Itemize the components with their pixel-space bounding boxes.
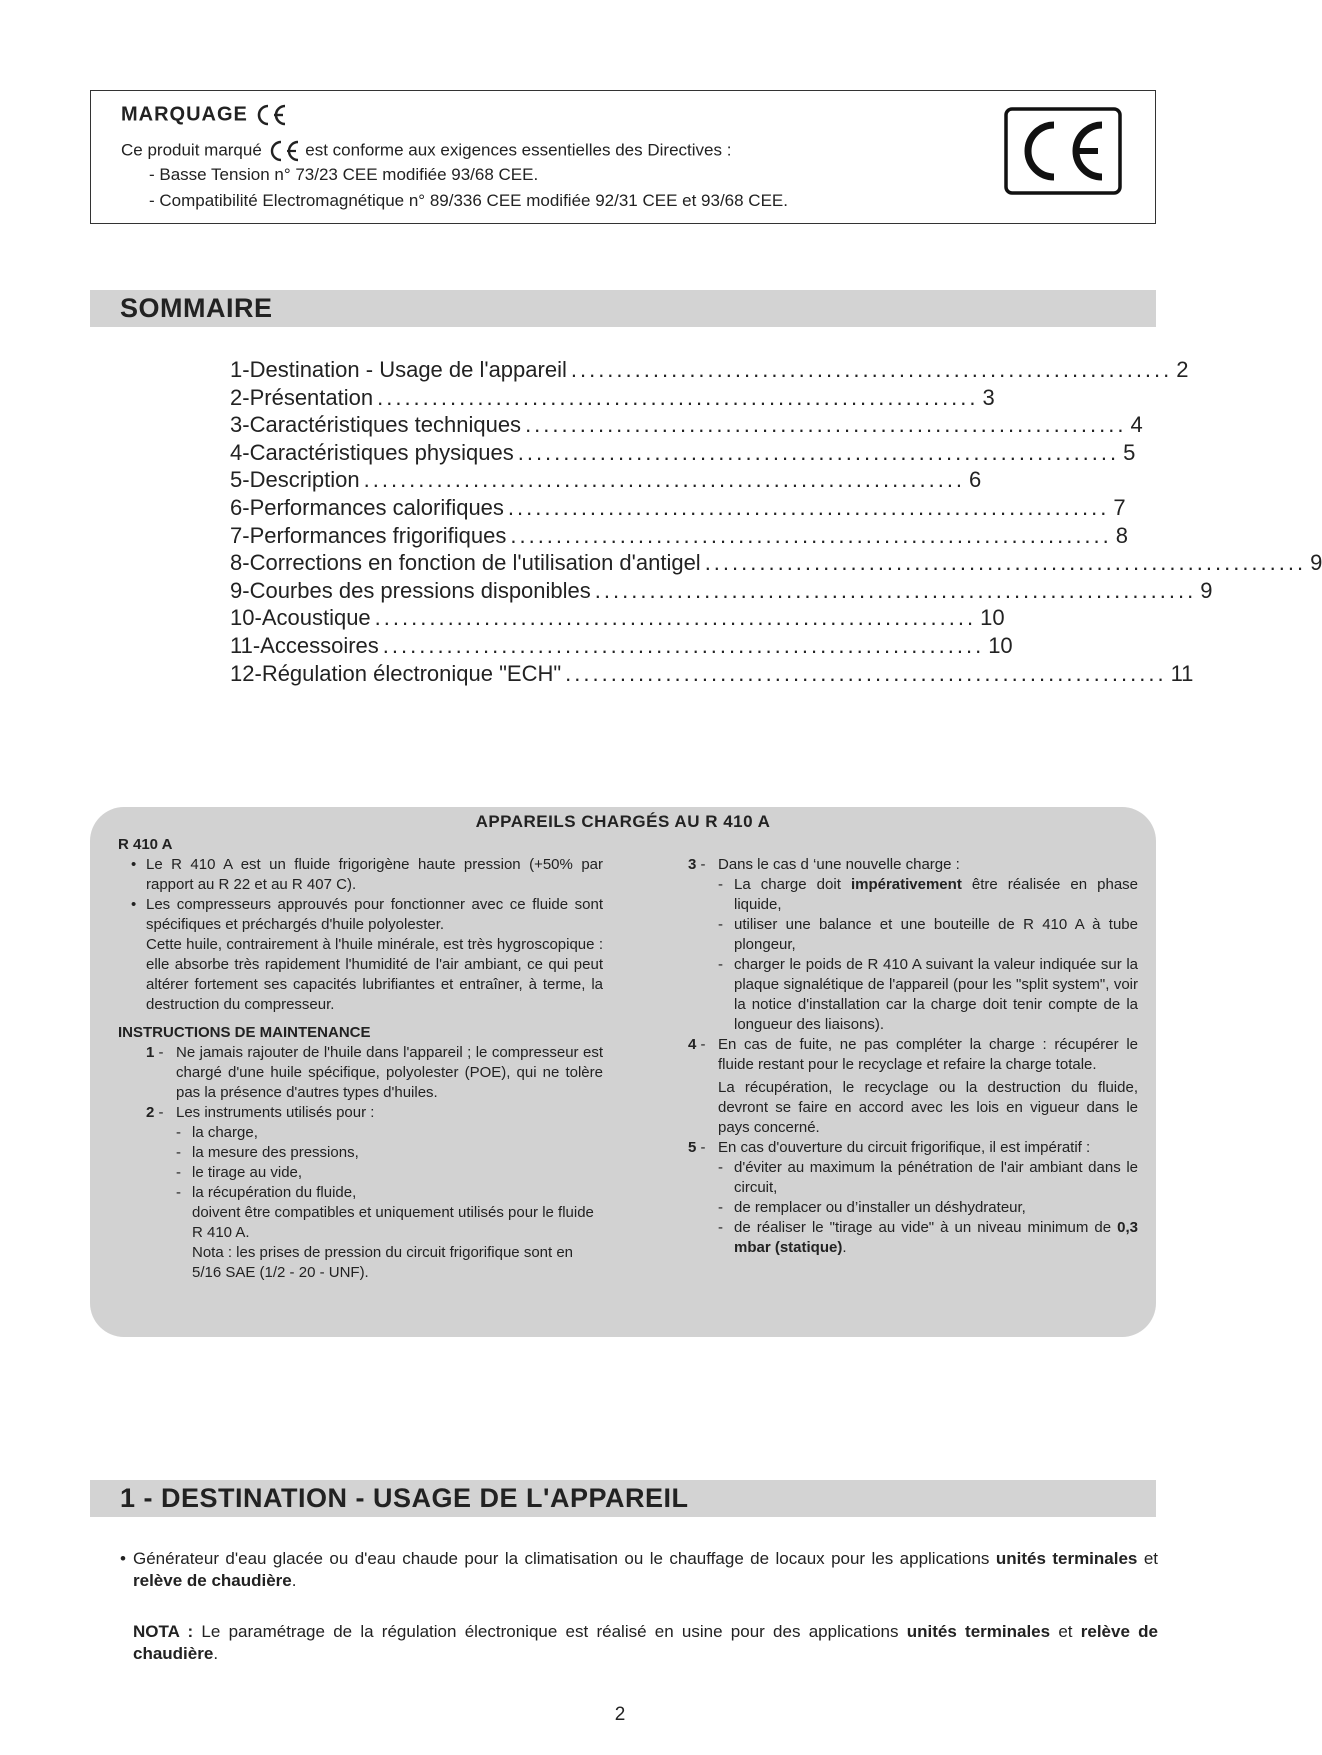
r410a-bullet: • Les compresseurs approuvés pour fonctionner avec ce fluide sont spécifiques et préchargés d'huile polyolester. xyxy=(118,895,603,935)
charge-instruction: - La charge doit impérativement être réalisée en phase liquide, xyxy=(718,876,1139,913)
ce-mark-icon xyxy=(254,103,288,127)
toc-item[interactable]: 3 - Caractéristiques techniques .................................................................. 4 xyxy=(230,412,1143,438)
ce-mark-icon xyxy=(267,139,301,163)
toc-item[interactable]: 4 - Caractéristiques physiques .................................................................. 5 xyxy=(230,439,1136,465)
toc-item[interactable]: 2 - Présentation .................................................................. 3 xyxy=(230,384,995,410)
directive-low-voltage: - Basse Tension n° 73/23 CEE modifiée 93/68 CEE. xyxy=(149,165,539,184)
instrument-item: - la charge, xyxy=(176,1124,258,1141)
instrument-item: - le tirage au vide, xyxy=(176,1164,303,1181)
r410a-bullet-continuation: Cette huile, contrairement à l'huile minérale, est très hygroscopique : elle absorbe très rapidement l'humidité de l'air ambiant, ce qui peut altérer fortement ses capacités lubrifiantes et entraîner, à terme, la destruction du compresseur. xyxy=(146,936,603,1013)
panel-right-column xyxy=(688,855,1138,1258)
toc-item[interactable]: 6 - Performances calorifiques .................................................................. 7 xyxy=(230,494,1126,520)
charge-instruction: - utiliser une balance et une bouteille de R 410 A à tube plongeur, xyxy=(718,916,1138,953)
toc-item[interactable]: 8 - Corrections en fonction de l'utilisation d'antigel .................................................................. 9 xyxy=(230,550,1322,576)
toc-item[interactable]: 9 - Courbes des pressions disponibles .................................................................. 9 xyxy=(230,577,1213,603)
recovery-note: La récupération, le recyclage ou la destruction du fluide, devront se faire en accord avec les lois en vigueur dans le pays concerné. xyxy=(718,1079,1138,1136)
r410a-heading: R 410 A xyxy=(118,836,173,853)
maintenance-heading: INSTRUCTIONS DE MAINTENANCE xyxy=(118,1024,371,1041)
sommaire-title: SOMMAIRE xyxy=(120,293,273,323)
page-number: 2 xyxy=(614,1704,626,1725)
charge-instruction: - charger le poids de R 410 A suivant la valeur indiquée sur la plaque signalétique de l'appareil (pour les "split system", voir la notice d'installation car la charge doit tenir compte de la longueur des liaisons). xyxy=(718,956,1138,1033)
toc-item[interactable]: 10 - Acoustique .................................................................. 10 xyxy=(230,605,1005,631)
marquage-intro: Ce produit marqué est conforme aux exigences essentielles des Directives : xyxy=(121,139,731,163)
toc-item[interactable]: 1 - Destination - Usage de l'appareil .................................................................. 2 xyxy=(230,357,1189,382)
section1-body xyxy=(120,1548,1158,1665)
maintenance-item: 5 - En cas d'ouverture du circuit frigorifique, il est impératif : xyxy=(688,1139,1091,1156)
r410a-info-panel xyxy=(90,807,1156,1337)
maintenance-item: 4 - En cas de fuite, ne pas compléter la charge : récupérer le fluide restant pour le recyclage et refaire la charge totale. xyxy=(688,1036,1138,1073)
nota-paragraph: NOTA : Le paramétrage de la régulation électronique est réalisé en usine pour des applications unités terminales et relève de chaudière. xyxy=(133,1622,1158,1663)
ce-marking-box xyxy=(90,90,1156,224)
circuit-instruction: - de réaliser le "tirage au vide" à un niveau minimum de 0,3 mbar (statique). xyxy=(718,1219,1138,1256)
toc-item[interactable]: 12 - Régulation électronique "ECH" .................................................................. 11 xyxy=(230,660,1194,686)
instrument-item: - la mesure des pressions, xyxy=(176,1144,359,1161)
section1-title: 1 - DESTINATION - USAGE DE L'APPAREIL xyxy=(120,1483,689,1513)
marquage-title: MARQUAGE xyxy=(121,103,288,127)
panel-left-column xyxy=(118,835,603,1283)
maintenance-item: 1 - Ne jamais rajouter de l'huile dans l'appareil ; le compresseur est chargé d'une huile spécifique, polyolester (POE), qui ne tolère pas la présence d'autres types d'huiles. xyxy=(146,1044,603,1101)
toc-item[interactable]: 11 - Accessoires .................................................................. 10 xyxy=(230,632,1013,658)
instrument-item: - la récupération du fluide, xyxy=(176,1184,357,1201)
ce-logo-icon xyxy=(1004,107,1122,195)
instrument-note: doivent être compatibles et uniquement utilisés pour le fluide R 410 A. xyxy=(192,1204,594,1241)
usage-bullet: • Générateur d'eau glacée ou d'eau chaude pour la climatisation ou le chauffage de locaux pour les applications unités terminales et relève de chaudière. xyxy=(120,1548,1158,1592)
circuit-instruction: - de remplacer ou d’installer un déshydrateur, xyxy=(718,1199,1026,1216)
r410a-bullet: • Le R 410 A est un fluide frigorigène haute pression (+50% par rapport au R 22 et au R 407 C). xyxy=(118,855,603,895)
directive-emc: - Compatibilité Electromagnétique n° 89/336 CEE modifiée 92/31 CEE et 93/68 CEE. xyxy=(149,191,788,210)
section1-header xyxy=(90,1480,1156,1517)
maintenance-item: 2 - Les instruments utilisés pour : xyxy=(146,1104,375,1121)
table-of-contents xyxy=(230,356,1322,687)
toc-item[interactable]: 7 - Performances frigorifiques .................................................................. 8 xyxy=(230,522,1129,548)
panel-title: APPAREILS CHARGÉS AU R 410 A xyxy=(475,812,771,831)
sommaire-header xyxy=(90,290,1156,327)
toc-item[interactable]: 5 - Description .................................................................. 6 xyxy=(230,467,982,493)
circuit-instruction: - d'éviter au maximum la pénétration de l'air ambiant dans le circuit, xyxy=(718,1159,1138,1196)
maintenance-item: 3 - Dans le cas d ‘une nouvelle charge : xyxy=(688,856,960,873)
pressure-port-note: Nota : les prises de pression du circuit frigorifique sont en 5/16 SAE (1/2 - 20 - UNF). xyxy=(192,1244,574,1281)
